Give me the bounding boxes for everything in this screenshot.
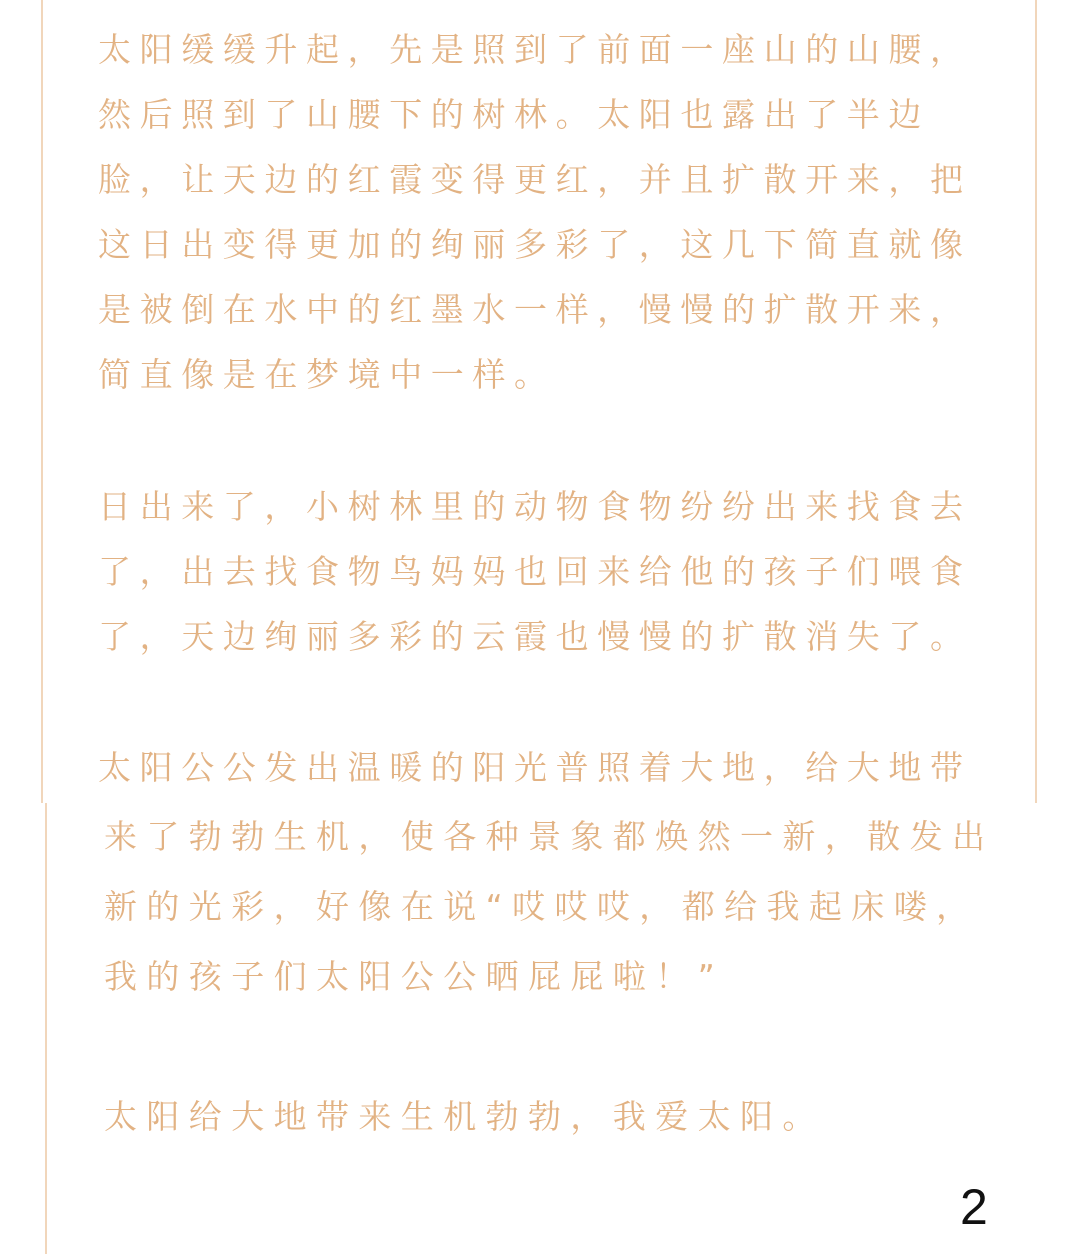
text-line: 新的光彩，好像在说“哎哎哎，都给我起床喽，	[104, 887, 979, 926]
left-border	[41, 0, 43, 803]
text-line: 然后照到了山腰下的树林。太阳也露出了半边	[98, 95, 930, 134]
text-line: 了，出去找食物鸟妈妈也回来给他的孩子们喂食	[98, 552, 972, 591]
text-line: 来了勃勃生机，使各种景象都焕然一新，散发出	[104, 817, 995, 856]
text-line: 太阳缓缓升起，先是照到了前面一座山的山腰，	[98, 30, 972, 69]
text-line: 这日出变得更加的绚丽多彩了，这几下简直就像	[98, 225, 972, 264]
right-border	[1035, 0, 1037, 803]
left-border	[45, 803, 47, 1254]
text-line: 简直像是在梦境中一样。	[98, 355, 556, 394]
text-line: 脸，让天边的红霞变得更红，并且扩散开来，把	[98, 160, 972, 199]
page-number: 2	[960, 1179, 988, 1235]
text-line: 是被倒在水中的红墨水一样，慢慢的扩散开来，	[98, 290, 972, 329]
text-line: 太阳给大地带来生机勃勃，我爱太阳。	[104, 1097, 825, 1136]
text-line: 日出来了，小树林里的动物食物纷纷出来找食去	[98, 487, 972, 526]
text-line: 了，天边绚丽多彩的云霞也慢慢的扩散消失了。	[98, 617, 972, 656]
text-line: 太阳公公发出温暖的阳光普照着大地，给大地带	[98, 748, 972, 787]
text-line: 我的孩子们太阳公公晒屁屁啦！”	[104, 957, 725, 996]
